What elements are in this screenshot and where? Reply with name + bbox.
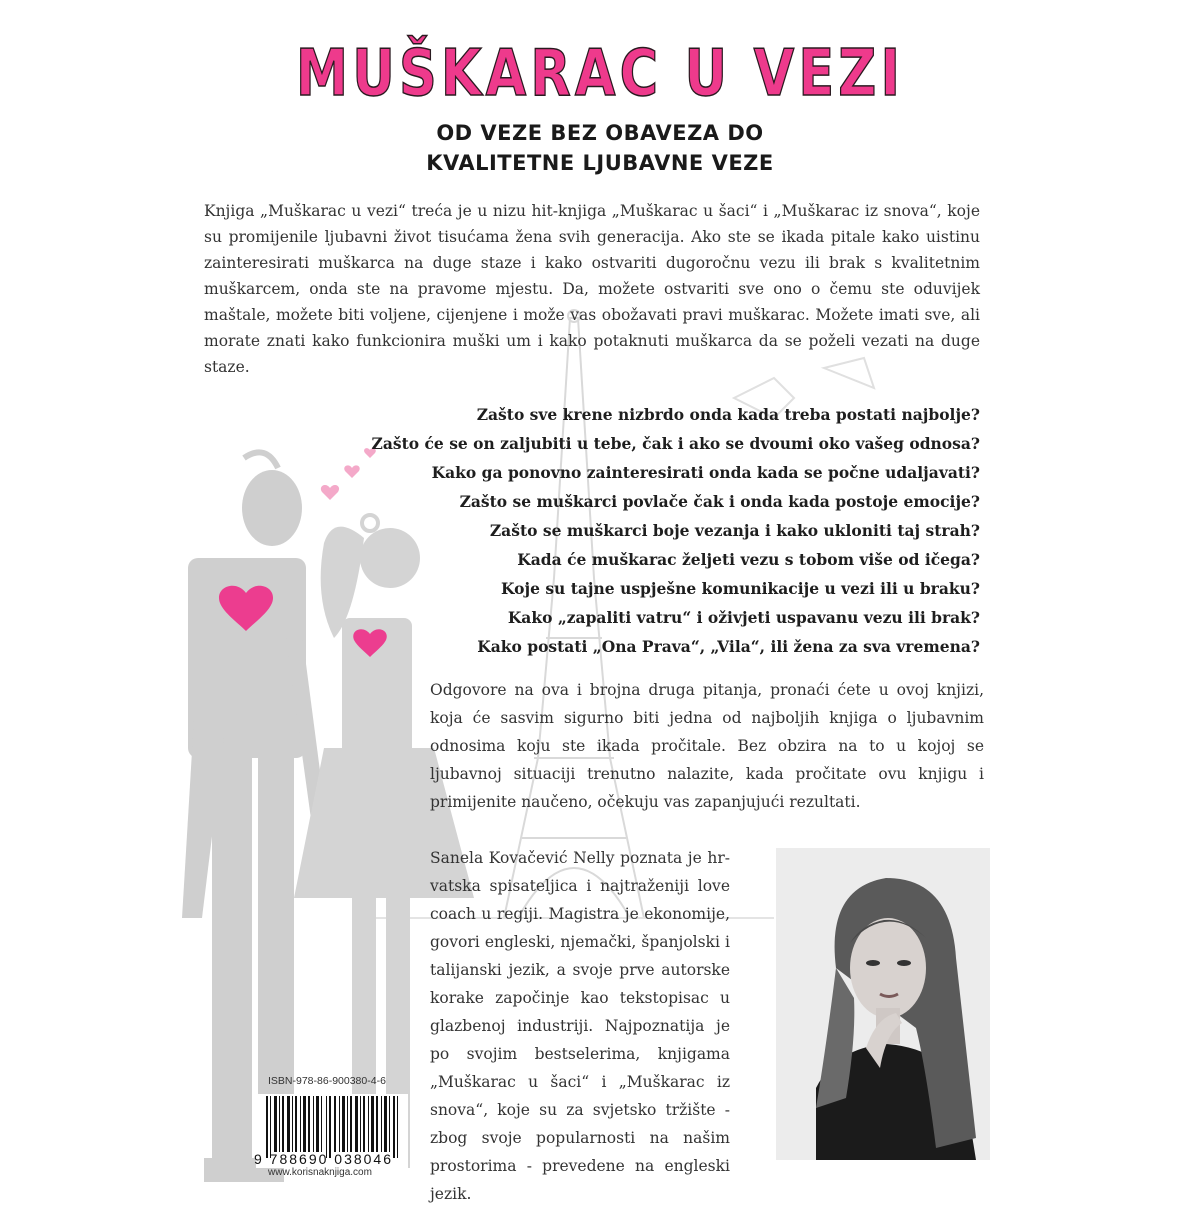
question-item: Kako ga ponovno zainteresirati onda kada se počne udaljavati? [431,463,980,482]
subtitle-line-2: KVALITETNE LJUBAVNE VEZE [426,151,774,175]
author-bio: Sanela Kovačević Nelly poznata je hrvatska spisateljica i najtraženiji love coach u regiji. Magistra je ekonomije, govori engleski, njemački, španjolski i talijanski jezik, a svoje prve autorske korake započinje kao tekstopisac u glazbenoj industriji. Najpoznatija je po svojim bestselerima, knjigama „Muškarac u šaci“ i „Muškarac iz snova“, koje su za svjetsko tržište - zbog svoje popularnosti na našim prostorima - prevedene na engleski jezik. [430,849,730,1203]
book-back-cover [174,18,1026,1203]
barcode-digits: 9 788690 038046 [254,1151,393,1167]
question-item: Kako postati „Ona Prava“, „Vila“, ili žena za sva vremena? [477,637,980,656]
question-list [324,400,980,661]
subtitle-line-1: OD VEZE BEZ OBAVEZA DO [436,121,764,145]
publisher-website: www.korisnaknjiga.com [268,1167,372,1178]
author-photo [776,848,990,1160]
book-title: MUŠKARAC U VEZI [295,37,905,111]
isbn-label: ISBN-978-86-900380-4-6 [268,1075,386,1087]
question-item: Kako „zapaliti vatru“ i oživjeti uspavanu vezu ili brak? [507,608,980,627]
question-item: Zašto se muškarci povlače čak i onda kada postoje emocije? [459,492,980,511]
question-item: Kada će muškarac željeti vezu s tobom više od ičega? [517,550,980,569]
question-item: Koje su tajne uspješne komunikacije u vezi ili u braku? [501,579,980,598]
question-item: Zašto će se on zaljubiti u tebe, čak i ako se dvoumi oko vašeg odnosa? [371,434,980,453]
intro-paragraph: Knjiga „Muškarac u vezi“ treća je u nizu hit-knjiga „Muškarac u šaci“ i „Muškarac iz snova“, koje su promijenile ljubavni život tisućama žena svih generacija. Ako ste se ikada pitale kako uistinu zainteresirati muškarca na duge staze i kako ostvariti dugoročnu vezu ili brak s kvalitetnim muškarcem, onda ste na pravome mjestu. Da, možete ostvariti sve ono o čemu ste oduvijek maštale, možete biti voljene, cijenjene i može vas obožavati pravi muškarac. Možete imati sve, ali morate znati kako funkcionira muški um i kako potaknuti muškarca da se poželi vezati na duge staze. [204,202,980,376]
book-subtitle [174,118,1026,178]
question-item: Zašto sve krene nizbrdo onda kada treba postati najbolje? [476,405,980,424]
question-item: Zašto se muškarci boje vezanja i kako ukloniti taj strah? [489,521,980,540]
answer-paragraph: Odgovore na ova i brojna druga pitanja, pronaći ćete u ovoj knjizi, koja će sasvim sigurno biti jedna od najboljih knjiga o ljubavnim odnosima koju ste ikada pročitale. Bez obzira na to u kojoj se ljubavnoj situaciji trenutno nalazite, kada pročitate ovu knjigu i primijenite naučeno, očekuju vas zapanjujući rezultati. [430,681,984,811]
